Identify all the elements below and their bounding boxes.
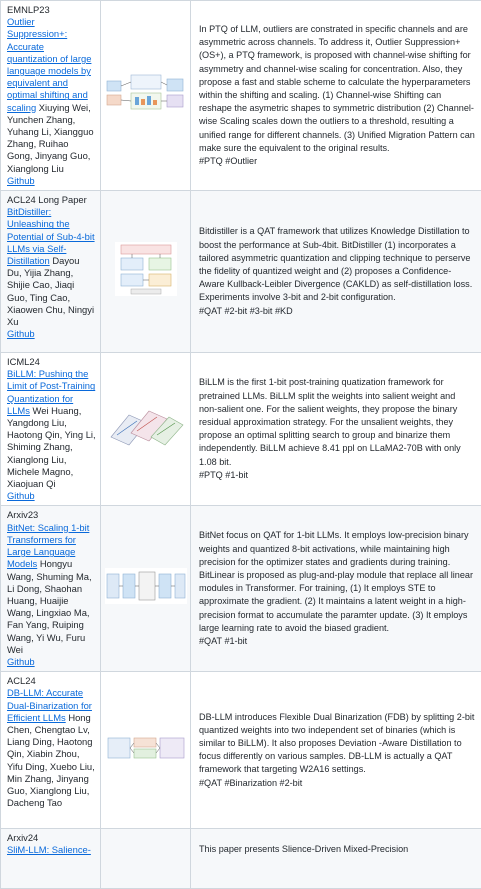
venue-label: ACL24 Long Paper	[7, 194, 96, 206]
tags-text: #QAT #1-bit	[199, 635, 475, 648]
paper-figure-cell	[101, 353, 191, 506]
authors-text: Xiuying Wei, Yunchen Zhang, Yuhang Li, Xiangguo Zhang, Ruihao Gong, Jinyang Guo, Xianglong Liu	[7, 102, 94, 174]
paper-title-link[interactable]: DB-LLM: Accurate Dual-Binarization for Efficient LLMs	[7, 687, 92, 722]
paper-title-link[interactable]: BiLLM: Pushing the Limit of Post-Training Quantization for LLMs	[7, 368, 95, 416]
paper-meta-cell	[1, 672, 101, 829]
paper-figure	[115, 242, 177, 296]
description-text: DB-LLM introduces Flexible Dual Binarization (FDB) by splitting 2-bit quantized weights into two independent set of binaries (which is similar to BiLLM). It also proposes Deviation -Aware Distillation to focus differently on various samples. DB-LLM is actually a QAT framework that targeting W2A16 settings.	[199, 712, 474, 775]
venue-label: EMNLP23	[7, 4, 96, 16]
github-link[interactable]: Github	[7, 490, 35, 501]
table-row	[1, 191, 481, 353]
paper-meta-cell	[1, 1, 101, 191]
paper-figure	[106, 734, 186, 762]
venue-label: ACL24	[7, 675, 96, 687]
paper-meta-cell	[1, 506, 101, 672]
paper-figure	[105, 71, 187, 115]
paper-meta-cell	[1, 191, 101, 353]
authors-text: Wei Huang, Yangdong Liu, Haotong Qin, Ying Li, Shiming Zhang, Xianglong Liu, Michele Magno, Xiaojuan Qi	[7, 405, 96, 489]
paper-description-cell	[191, 672, 481, 829]
table-row	[1, 353, 481, 506]
github-link[interactable]: Github	[7, 175, 35, 186]
authors-text: Dayou Du, Yijia Zhang, Shijie Cao, Jiaqi Guo, Ting Cao, Xiaowen Chu, Ningyi Xu	[7, 255, 94, 327]
description-text: Bitdistiller is a QAT framework that utilizes Knowledge Distillation to boost the performance at Sub-4bit. BitDistiller (1) incorporates a tailored asymmetric quantization and clipping technique to perserve the fidelity of quantized weight and (2) proposes a Confidence-Aware Kullback-Leibler Divergence (CAKLD) as self-distillation loss. Experiments involve 3-bit and 2-bit configuration.	[199, 226, 472, 302]
paper-description-cell	[191, 829, 481, 889]
tags-text: #QAT #2-bit #3-bit #KD	[199, 305, 475, 318]
paper-meta-cell	[1, 353, 101, 506]
table-row	[1, 672, 481, 829]
paper-description-cell	[191, 191, 481, 353]
paper-description-cell	[191, 353, 481, 506]
venue-label: ICML24	[7, 356, 96, 368]
description-text: In PTQ of LLM, outliers are constrated in specific channels and are asymmetric across channels. To address it, Outlier Suppression+ (OS+), a PTQ framework, is proposed with channel-wise shifting for asymmetry and channel-wise scaling for concentration. Also, they propose a fast and stable scheme to calculate the hyperparameters within the shifting and scaling. (1) Channel-wise Shifting can reshape the asymetric shapes to symmetric distribution (2) Channel-wise Scaling scales down the outliers to a threshold, resulting a unified range for different channels. (3) Unified Migration Pattern can make sure the equivalent to the original results.	[199, 24, 475, 153]
paper-figure-cell	[101, 829, 191, 889]
paper-description-cell	[191, 506, 481, 672]
paper-title-link[interactable]: BitDistiller: Unleashing the Potential of Sub-4-bit LLMs via Self-Distillation	[7, 206, 95, 266]
description-text: BiLLM is the first 1-bit post-training quatization framework for pretrained LLMs. BiLLM split the weights into salient weight and non-salient one. For the salient weights, they propose the binary residual approximation strategy. For the unsalient weights, they propose an optimal splitting search to group and binarize them independently. BiLLM achieve 8.41 ppl on LLaMA2-70B with only 1.08 bit.	[199, 377, 461, 466]
paper-meta-cell	[1, 829, 101, 889]
paper-title-link[interactable]: BitNet: Scaling 1-bit Transformers for Large Language Models	[7, 522, 89, 570]
paper-figure-cell	[101, 191, 191, 353]
description-text: This paper presents Slience-Driven Mixed-Precision	[199, 844, 408, 854]
github-link[interactable]: Github	[7, 656, 35, 667]
description-text: BitNet focus on QAT for 1-bit LLMs. It employs low-precision binary weights and quantized 8-bit activations, while maintaining high precision for the optimizer states and gradients during training. BitLinear is proposed as plug-and-play module that replace all linear modules in Transformer. For training, (1) It employs STE to approximate the gradient. (2) It maintains a latent weight in a high-precision format to accumulate the paramter update. (3) It employs large learning rate to avoid the biased gradient.	[199, 530, 473, 632]
github-link[interactable]: Github	[7, 328, 35, 339]
paper-title-link[interactable]: Outlier Suppression+: Accurate quantization of large language models by equivalent and optimal shifting and scaling	[7, 16, 91, 112]
paper-title-link[interactable]: SliM-LLM: Salience-	[7, 844, 91, 855]
paper-figure-cell	[101, 672, 191, 829]
venue-label: Arxiv24	[7, 832, 96, 844]
authors-text: Hongyu Wang, Shuming Ma, Li Dong, Shaohan Huang, Huaijie Wang, Lingxiao Ma, Fan Yang, Ruiping Wang, Yi Wu, Furu Wei	[7, 558, 92, 654]
table-row	[1, 1, 481, 191]
tags-text: #QAT #Binarization #2-bit	[199, 777, 475, 790]
tags-text: #PTQ #Outlier	[199, 155, 475, 168]
paper-figure-cell	[101, 1, 191, 191]
paper-figure	[107, 407, 185, 447]
table-row	[1, 506, 481, 672]
paper-description-cell	[191, 1, 481, 191]
authors-text: Hong Chen, Chengtao Lv, Liang Ding, Haotong Qin, Xiabin Zhou, Yifu Ding, Xuebo Liu, Min Zhang, Jinyang Guo, Xianglong Liu, Dacheng Tao	[7, 712, 95, 808]
venue-label: Arxiv23	[7, 509, 96, 521]
table-row	[1, 829, 481, 889]
tags-text: #PTQ #1-bit	[199, 469, 475, 482]
paper-figure-cell	[101, 506, 191, 672]
paper-figure	[105, 568, 187, 604]
